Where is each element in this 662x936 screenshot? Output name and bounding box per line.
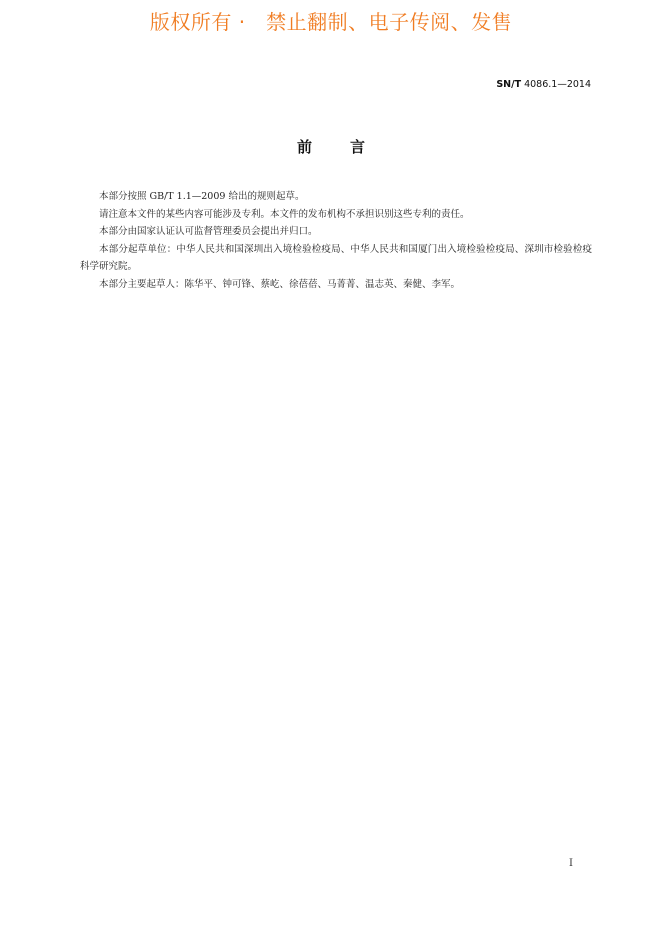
foreword-paragraph: 本部分按照 GB/T 1.1—2009 给出的规则起草。 <box>99 191 305 202</box>
standard-code <box>496 79 591 90</box>
standard-number: 4086.1—2014 <box>521 79 591 90</box>
foreword-paragraph: 本部分由国家认证认可监督管理委员会提出并归口。 <box>99 226 318 237</box>
page-number: I <box>569 858 573 869</box>
foreword-title: 前言 <box>296 138 403 156</box>
copyright-watermark: 版权所有 · 禁止翻制、电子传阅、发售 <box>149 10 513 34</box>
foreword-paragraph: 请注意本文件的某些内容可能涉及专利。本文件的发布机构不承担识别这些专利的责任。 <box>99 208 470 220</box>
foreword-paragraph: 本部分主要起草人：陈华平、钟可锋、蔡屹、徐蓓蓓、马菁菁、温志英、秦健、李军。 <box>99 278 461 290</box>
foreword-body <box>80 188 592 293</box>
foreword-paragraph: 本部分起草单位：中华人民共和国深圳出入境检验检疫局、中华人民共和国厦门出入境检验检疫局、深圳市检验检疫科学研究院。 <box>80 243 592 272</box>
standard-prefix: SN/T <box>496 79 522 90</box>
